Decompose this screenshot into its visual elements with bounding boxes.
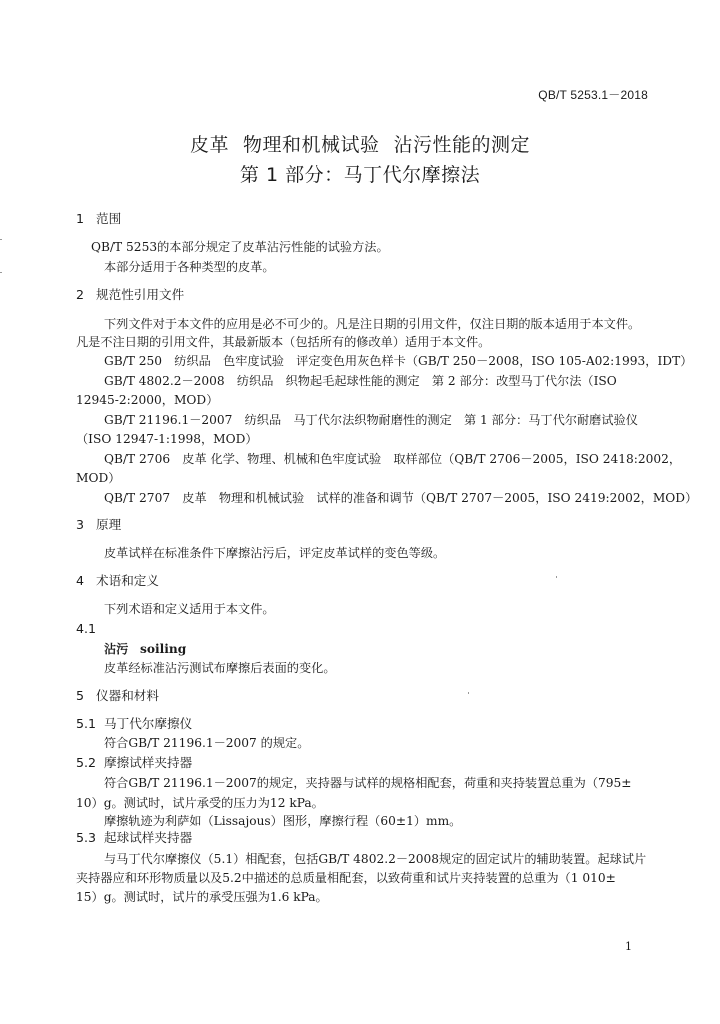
section-number: 1 [76,211,85,226]
section-title: 术语和定义 [96,573,159,588]
reference-item-continued: 12945-2:2000，MOD） [76,393,219,407]
section-number: 5 [76,688,85,703]
subsection-5-2-heading [76,755,192,771]
paragraph-continued: 夹持器应和环形物质量以及5.2中描述的总质量相配套，以致荷重和试片夹持装置的总重为（1 010± [76,871,616,885]
reference-item-continued: （ISO 12947-1:1998，MOD） [76,432,258,446]
subsection-number: 5.1 [76,716,97,731]
section-number: 4 [76,573,85,588]
paragraph: 本部分适用于各种类型的皮革。 [104,260,275,274]
term-entry [104,641,186,657]
paragraph-continued: 10）g。测试时，试片承受的压力为12 kPa。 [76,796,324,810]
subsection-title: 起球试样夹持器 [104,830,193,845]
document-title-line2: 第 1 部分：马丁代尔摩擦法 [239,164,481,186]
term-definition: 皮革经标准沾污测试布摩擦后表面的变化。 [104,661,336,675]
subsection-title: 摩擦试样夹持器 [104,755,193,770]
title-part-soiling: 沾污性能的测定 [393,134,531,156]
section-2-heading [76,287,184,303]
subsection-4-1-number: 4.1 [76,621,97,636]
paragraph: QB/T 5253的本部分规定了皮革沾污性能的试验方法。 [91,240,389,254]
reference-item: GB/T 21196.1－2007 纺织品 马丁代尔法织物耐磨性的测定 第 1 部分：马丁代尔耐磨试验仪 [104,413,638,427]
scan-mark [556,576,557,578]
document-title-line1 [0,130,720,157]
subsection-number: 5.2 [76,755,97,770]
scan-mark [468,692,469,694]
subsection-number: 5.3 [76,830,97,845]
subsection-5-3-heading [76,830,192,846]
paragraph-continued: 15）g。测试时，试片的承受压强为1.6 kPa。 [76,890,328,904]
term-english: soiling [140,642,187,656]
paragraph-continued: 凡是不注日期的引用文件，其最新版本（包括所有的修改单）适用于本文件。 [76,335,491,349]
title-part-leather: 皮革 [189,134,229,156]
paragraph: 符合GB/T 21196.1－2007的规定，夹持器与试样的规格相配套，荷重和夹持装置总重为（795± [104,776,632,790]
section-title: 范围 [96,211,122,226]
document-code: QB/T 5253.1－2018 [538,88,648,102]
subsection-5-1-heading [76,716,192,732]
paragraph: 符合GB/T 21196.1－2007 的规定。 [104,736,310,750]
section-number: 2 [76,287,85,302]
section-3-heading [76,517,121,533]
paragraph: 与马丁代尔摩擦仪（5.1）相配套，包括GB/T 4802.2－2008规定的固定试片的辅助装置。起球试片 [104,852,647,866]
paragraph: 摩擦轨迹为利萨如（Lissajous）图形，摩擦行程（60±1）mm。 [104,814,462,828]
scan-mark [0,272,2,273]
paragraph: 下列文件对于本文件的应用是必不可少的。凡是注日期的引用文件，仅注日期的版本适用于本文件。 [104,317,641,331]
reference-item: GB/T 250 纺织品 色牢度试验 评定变色用灰色样卡（GB/T 250－2008，ISO 105-A02:1993，IDT） [104,354,693,368]
section-5-heading [76,688,159,704]
reference-item: GB/T 4802.2－2008 纺织品 织物起毛起球性能的测定 第 2 部分：改型马丁代尔法（ISO [104,374,617,388]
scan-mark [0,239,2,240]
section-title: 仪器和材料 [96,688,159,703]
section-title: 规范性引用文件 [96,287,185,302]
title-part-physical: 物理和机械试验 [242,134,380,156]
section-1-heading [76,211,121,227]
reference-item: QB/T 2707 皮革 物理和机械试验 试样的准备和调节（QB/T 2707－2005，ISO 2419:2002，MOD） [104,491,698,505]
section-number: 3 [76,517,85,532]
paragraph: 皮革试样在标准条件下摩擦沾污后，评定皮革试样的变色等级。 [104,546,446,560]
paragraph: 下列术语和定义适用于本文件。 [104,602,275,616]
reference-item-continued: MOD） [76,471,121,485]
term-chinese: 沾污 [104,642,129,656]
page-number: 1 [625,940,632,953]
section-title: 原理 [96,517,122,532]
section-4-heading [76,573,159,589]
reference-item: QB/T 2706 皮革 化学、物理、机械和色牢度试验 取样部位（QB/T 2706－2005，ISO 2418:2002， [104,452,682,466]
subsection-title: 马丁代尔摩擦仪 [104,716,193,731]
